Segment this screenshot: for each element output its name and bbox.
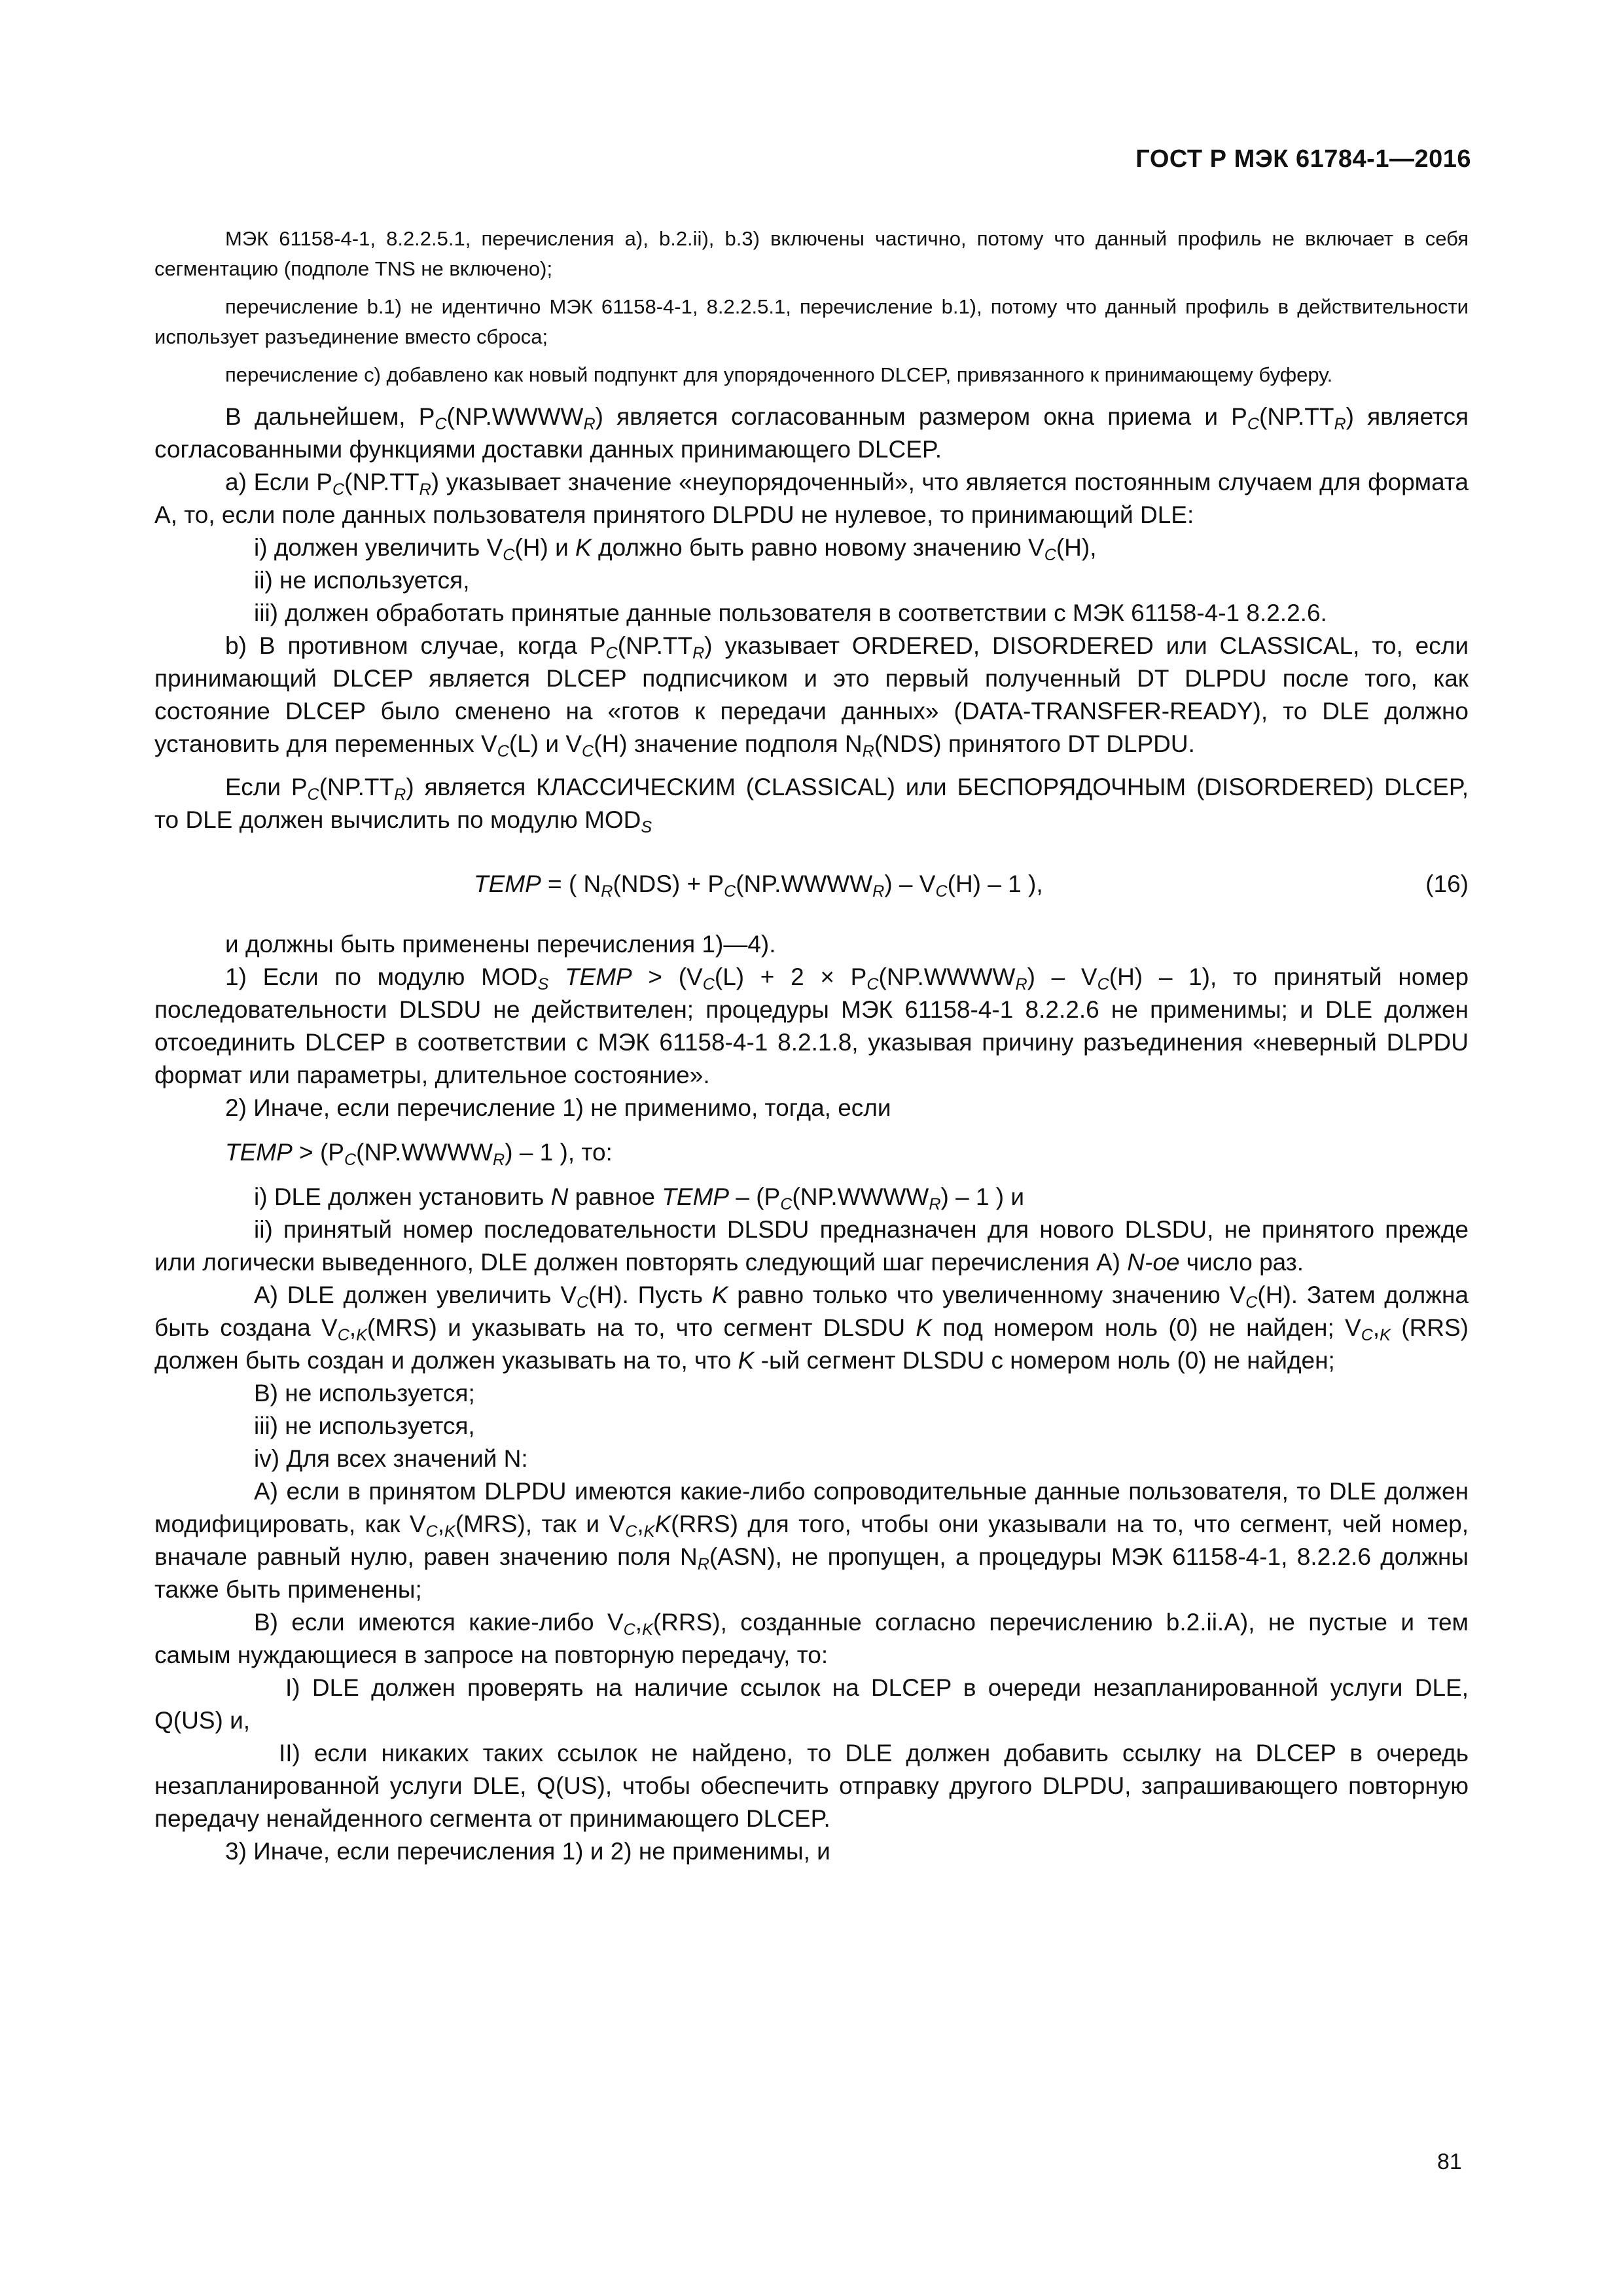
item-a-ii: ii) не используется, [254, 567, 470, 594]
item-2-condition: TEMP > ($P_C(NP.WWWW_R) - 1$ ), то: [225, 1139, 613, 1170]
item-2-iv-B-I: I) DLE должен проверять на наличие ссылок на DLCEP в очереди незапланированной услуги DLE, Q(US) и, [154, 1674, 1469, 1734]
item-b: b) В противном случае, когда $P_C(NP.TT_R)$ указывает ORDERED, DISORDERED или CLASSICAL, то, если принимающий DLCEP является DLCEP подписчиком и это первый полученный DT DLPDU после того, как состояние DLCEP было сменено на «готов к передачи данных» (DATA-TRANSFER-READY), то DLE должно установить для переменных $V_C(L)$ и $V_C(H)$ значение подполя $N_R(NDS)$ принятого DT DLPDU. [154, 632, 1469, 761]
item-2-ii-B: В) не используется; [254, 1380, 475, 1407]
enumeration-note: и должны быть применены перечисления 1)—4). [225, 931, 776, 958]
item-a-iii: iii) должен обработать принятые данные пользователя в соответствии с МЭК 61158-4-1 8.2.2.6. [254, 600, 1327, 626]
item-2-ii: ii) принятый номер последовательности DLSDU предназначен для нового DLSDU, не принятого прежде или логически выведенного, DLE должен повторять следующий шаг перечисления А) N-ое число раз. [154, 1216, 1469, 1276]
note-paragraph-3: перечисление с) добавлено как новый подпункт для упорядоченного DLCEP, привязанного к принимающему буферу. [225, 363, 1333, 386]
item-3: 3) Иначе, если перечисления 1) и 2) не применимы, и [225, 1838, 830, 1865]
item-2-iv-B-II: II) если никаких таких ссылок не найдено, то DLE должен добавить ссылку на DLCEP в очередь незапланированной услуги DLE, Q(US), чтобы обеспечить отправку другого DLPDU, запрашивающего повторную передачу ненайденного сегмента от принимающего DLCEP. [154, 1740, 1469, 1832]
formula-16 [154, 868, 1469, 901]
formula-number: (16) [1425, 870, 1469, 897]
item-2-iii: iii) не используется, [254, 1412, 475, 1439]
item-2-ii-A: А) DLE должен увеличить $V_C(H)$. Пусть K равно только что увеличенному значению $V_C(H)$. Затем должна быть создана $V_C,_K(MRS)$ и указывать на то, что сегмент DLSDU K под номером ноль (0) не найден; $V_C,_K$ (RRS) должен быть создан и должен указывать на то, что K -ый сегмент DLSDU с номером ноль (0) не найден; [154, 1282, 1469, 1374]
page-number: 81 [1437, 2149, 1462, 2174]
note-paragraph-2: перечисление b.1) не идентично МЭК 61158-4-1, 8.2.2.5.1, перечисление b.1), потому что данный профиль в действительности использует разъединение вместо сброса; [154, 295, 1469, 348]
item-2: 2) Иначе, если перечисление 1) не применимо, тогда, если [225, 1094, 891, 1121]
body-paragraph-intro: В дальнейшем, $P_C(NP.WWWW_R)$ является согласованным размером окна приема и $P_C(NP.TT_R)$ является согласованными функциями доставки данных принимающего DLCEP. [154, 403, 1469, 463]
formula-expression: TEMP = ( $N_R(NDS)$ + $P_C(NP.WWWW_R) - V_C(H) - 1$ ), [474, 870, 1043, 901]
item-2-iv-A: А) если в принятом DLPDU имеются какие-либо сопроводительные данные пользователя, то DLE должен модифицировать, как $V_C,_K(MRS)$, так и $V_C,_KK(RRS)$ для того, чтобы они указывали на то, что сегмент, чей номер, вначале равный нулю, равен значению поля $N_R(ASN)$, не пропущен, а процедуры МЭК 61158-4-1, 8.2.2.6 должны также быть применены; [154, 1478, 1469, 1603]
item-a-i: i) должен увеличить $V_C(H)$ и K должно быть равно новому значению $V_C(H)$, [254, 534, 1097, 565]
classical-paragraph: Если $P_C(NP.TT_R)$ является КЛАССИЧЕСКИМ (CLASSICAL) или БЕСПОРЯДОЧНЫМ (DISORDERED) DLCEP, то DLE должен вычислить по модулю $MOD_S$ [154, 774, 1469, 837]
item-2-i: i) DLE должен установить N равное TEMP – ($P_C(NP.WWWW_R) - 1$ ) и [254, 1183, 1025, 1214]
page-content [154, 224, 1469, 1868]
item-1: 1) Если по модулю $MOD_S$ TEMP > ($V_C(L) + 2$ × $P_C(NP.WWWW_R) - V_C(H) - 1$), то принятый номер последовательности DLSDU не действителен; процедуры МЭК 61158-4-1 8.2.2.6 не применимы; и DLE должен отсоединить DLCEP в соответствии с МЭК 61158-4-1 8.2.1.8, указывая причину разъединения «неверный DLPDU формат или параметры, длительное состояние». [154, 963, 1469, 1088]
note-paragraph-1: МЭК 61158-4-1, 8.2.2.5.1, перечисления а), b.2.ii), b.3) включены частично, потому что данный профиль не включает в себя сегментацию (подполе TNS не включено); [154, 227, 1469, 280]
document-header: ГОСТ Р МЭК 61784-1—2016 [1135, 145, 1471, 173]
item-2-iv: iv) Для всех значений N: [254, 1445, 528, 1472]
item-a: а) Если $P_C(NP.TT_R)$ указывает значение «неупорядоченный», что является постоянным случаем для формата А, то, если поле данных пользователя принятого DLPDU не нулевое, то принимающий DLE: [154, 469, 1469, 528]
item-2-iv-B: В) если имеются какие-либо $V_C,_K(RRS)$, созданные согласно перечислению b.2.ii.A), не пустые и тем самым нуждающиеся в запросе на повторную передачу, то: [154, 1609, 1469, 1668]
